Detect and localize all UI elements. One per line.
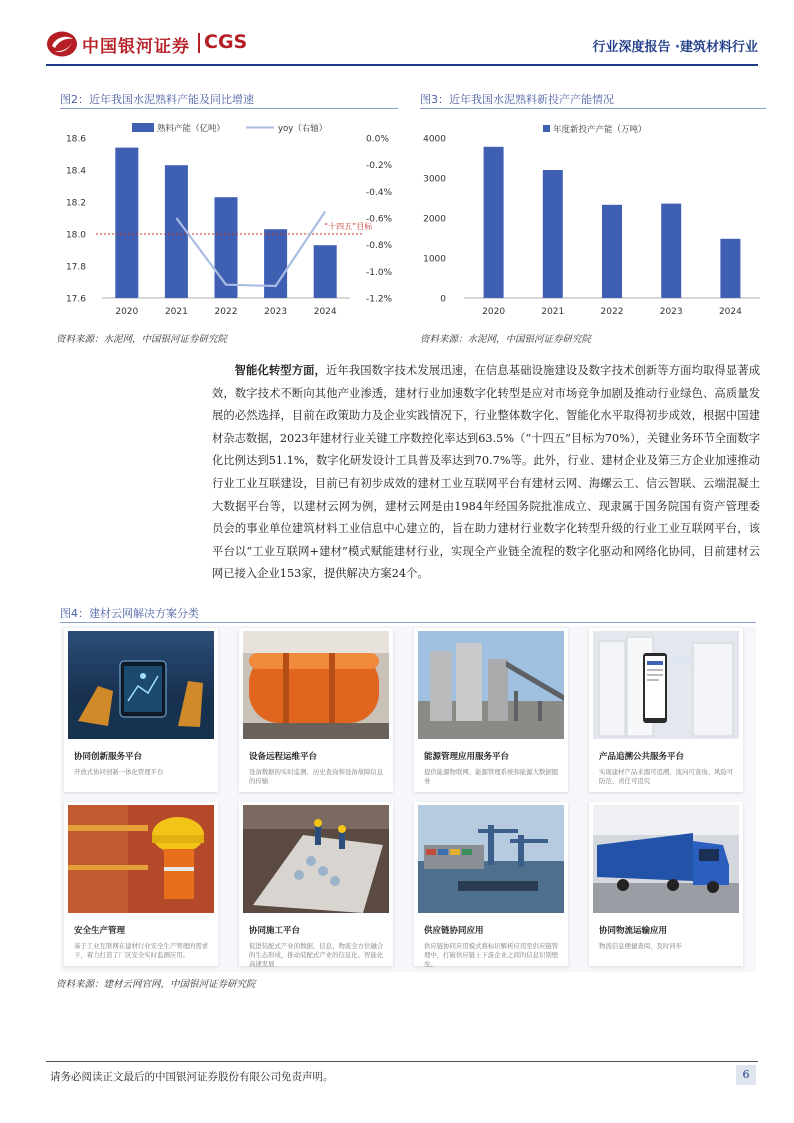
card-title: 供应链协同应用 (424, 926, 484, 936)
cgs-logo-icon (46, 30, 78, 58)
legend-bar-swatch (132, 123, 154, 132)
legend-line-label: yoy（右轴） (278, 124, 328, 134)
construction-photo-icon (243, 805, 389, 913)
ball-mill-photo-icon (243, 631, 389, 739)
solution-card-grid (60, 626, 756, 972)
y2-tick-label: -0.2% (366, 161, 393, 172)
y-tick-label: 17.8 (65, 262, 86, 273)
y-tick-label: 18.2 (65, 198, 86, 209)
footer-disclaimer: 请务必阅读正文最后的中国银河证券股份有限公司免责声明。 (50, 1071, 334, 1083)
card-title: 协同创新服务平台 (74, 752, 143, 762)
solution-card[interactable] (414, 628, 568, 792)
y2-tick-label: -0.4% (366, 187, 393, 198)
y-tick-label: 2000 (423, 214, 446, 225)
solution-card[interactable] (414, 802, 568, 966)
card-title: 设备远程运维平台 (249, 752, 318, 762)
solution-card[interactable] (239, 628, 393, 792)
body-paragraph (212, 359, 760, 586)
figure2-source: 资料来源：水泥网，中国银河证券研究院 (56, 334, 228, 345)
header-divider (46, 64, 758, 66)
x-tick-label: 2020 (115, 307, 139, 317)
bar-2024 (314, 245, 337, 298)
phone-trace-photo-icon (593, 631, 739, 739)
figure3-source: 资料来源：水泥网，中国银河证券研究院 (420, 334, 592, 345)
bar-2022 (602, 205, 622, 298)
solution-card[interactable] (589, 628, 743, 792)
safety-helmet-photo-icon (68, 805, 214, 913)
card-title: 协同施工平台 (249, 926, 301, 936)
bar-2024 (720, 239, 740, 298)
solution-card[interactable] (239, 802, 393, 966)
card-title: 协同物流运输应用 (599, 926, 668, 936)
card-description: 促进装配式产业的数据、信息、物流全方位融合的生态形成，推动装配式产业的信息化、智能化高速发展 (249, 942, 384, 968)
y2-tick-label: -1.0% (366, 267, 393, 278)
x-tick-label: 2022 (214, 307, 238, 317)
y-tick-label: 18.6 (65, 134, 86, 145)
figure4-title: 图4：建材云网解决方案分类 (60, 605, 756, 623)
x-tick-label: 2022 (600, 307, 624, 317)
solution-card[interactable] (64, 628, 218, 792)
paragraph-lead: 智能化转型方面， (234, 363, 326, 377)
solution-card[interactable] (64, 802, 218, 966)
y-tick-label: 4000 (423, 134, 446, 145)
x-tick-label: 2021 (541, 307, 565, 317)
x-tick-label: 2023 (659, 307, 683, 317)
card-description: 提供能源物联网、能源管理系统和能源大数据服务 (424, 768, 559, 785)
card-description: 实现建材产品来源可追溯、流向可查询、风险可防范、责任可追究 (599, 768, 734, 785)
y-tick-label: 3000 (423, 174, 446, 185)
yoy-line (176, 211, 325, 286)
legend-swatch (543, 125, 550, 132)
card-description: 基于工业互联网在建材行业安全生产管理的需求下，着力打造了厂区安全实时监测应用。 (74, 942, 209, 959)
y2-tick-label: -1.2% (366, 294, 393, 305)
legend-label: 年度新投产产能（万吨） (553, 125, 647, 135)
brand-abbr: CGS (204, 31, 248, 53)
x-tick-label: 2023 (264, 307, 288, 317)
bar-2023 (264, 229, 287, 298)
legend-bar-label: 熟料产能（亿吨） (157, 124, 226, 134)
bar-2021 (165, 165, 188, 298)
y-tick-label: 0 (440, 294, 446, 305)
y2-tick-label: -0.8% (366, 241, 393, 252)
card-description: 供应链协同应用模式将标识解析应用至供应链管理中，打破供应链上下游企业之间的信息识别壁垒。 (424, 942, 559, 968)
bar-2021 (543, 170, 563, 298)
card-title: 能源管理应用服务平台 (424, 752, 510, 762)
footer-divider (46, 1061, 758, 1062)
y-tick-label: 18.4 (65, 166, 86, 177)
brand-separator (198, 33, 200, 53)
card-description: 物流信息便捷查阅，及时同步 (599, 942, 683, 950)
bar-2020 (115, 148, 138, 298)
report-type: 行业深度报告 ·建筑材料行业 (592, 40, 758, 55)
truck-photo-icon (593, 805, 739, 913)
figure4-source: 资料来源：建材云网官网，中国银河证券研究院 (56, 979, 256, 990)
card-description: 开放式协同创新一体化管理平台 (74, 768, 164, 776)
figure2-title: 图2：近年我国水泥熟料产能及同比增速 (60, 91, 398, 109)
solution-card[interactable] (589, 802, 743, 966)
x-tick-label: 2024 (718, 307, 742, 317)
robot-arm-photo-icon (68, 631, 214, 739)
figure2-chart (56, 116, 402, 326)
y2-tick-label: -0.6% (366, 214, 393, 225)
y-tick-label: 17.6 (65, 294, 86, 305)
bar-2020 (484, 147, 504, 298)
card-description: 设备数据的实时监测、历史查询和设备故障信息的传输 (249, 768, 384, 785)
port-photo-icon (418, 805, 564, 913)
bar-2023 (661, 204, 681, 298)
page-number: 6 (736, 1065, 756, 1085)
figure3-chart (418, 116, 768, 326)
target-annotation: “十四五”目标 (324, 222, 373, 231)
paragraph-body: 近年我国数字技术发展迅速，在信息基础设施建设及数字技术创新等方面均取得显著成效，数字技术不断向其他产业渗透，建材行业加速数字化转型是应对市场竞争加剧及推动行业绿色、高质量发展的必然选择，目前在政策助力及企业实践情况下，行业整体数字化、智能化水平取得初步成效，根据中国建材杂志数据，2023年建材行业关键工序数控化率达到63.5%（“十四五”目标为70%），关键业务环节全面数字化比例达到51.1%，数字化研发设计工具普及率达到70.7%等。此外，行业、建材企业及第三方企业加速推动行业工业互联建设，目前已有初步成效的建材工业互联网平台有建材云网、海螺云工、信云智联、云端混凝土大数据平台等，以建材云网为例，建材云网是由1984年经国务院批准成立、现隶属于国务院国有资产管理委员会的事业单位建筑材料工业信息中心建立的，旨在助力建材行业数字化转型升级的行业工业互联网平台，该平台以“工业互联网+建材”模式赋能建材行业，实现全产业链全流程的数字化驱动和网络化协同，目前建材云网已接入企业153家，提供解决方案24个。 (212, 364, 760, 581)
y-tick-label: 1000 (423, 254, 446, 265)
x-tick-label: 2021 (164, 307, 188, 317)
brand-name: 中国银河证券 (82, 37, 190, 57)
card-title: 产品追溯公共服务平台 (599, 752, 685, 762)
y-tick-label: 18.0 (65, 230, 86, 241)
x-tick-label: 2020 (482, 307, 506, 317)
page-header (0, 0, 794, 70)
card-title: 安全生产管理 (74, 926, 126, 936)
figure3-title: 图3：近年我国水泥熟料新投产产能情况 (420, 91, 766, 109)
cement-plant-photo-icon (418, 631, 564, 739)
x-tick-label: 2024 (313, 307, 337, 317)
y2-tick-label: 0.0% (366, 134, 389, 145)
